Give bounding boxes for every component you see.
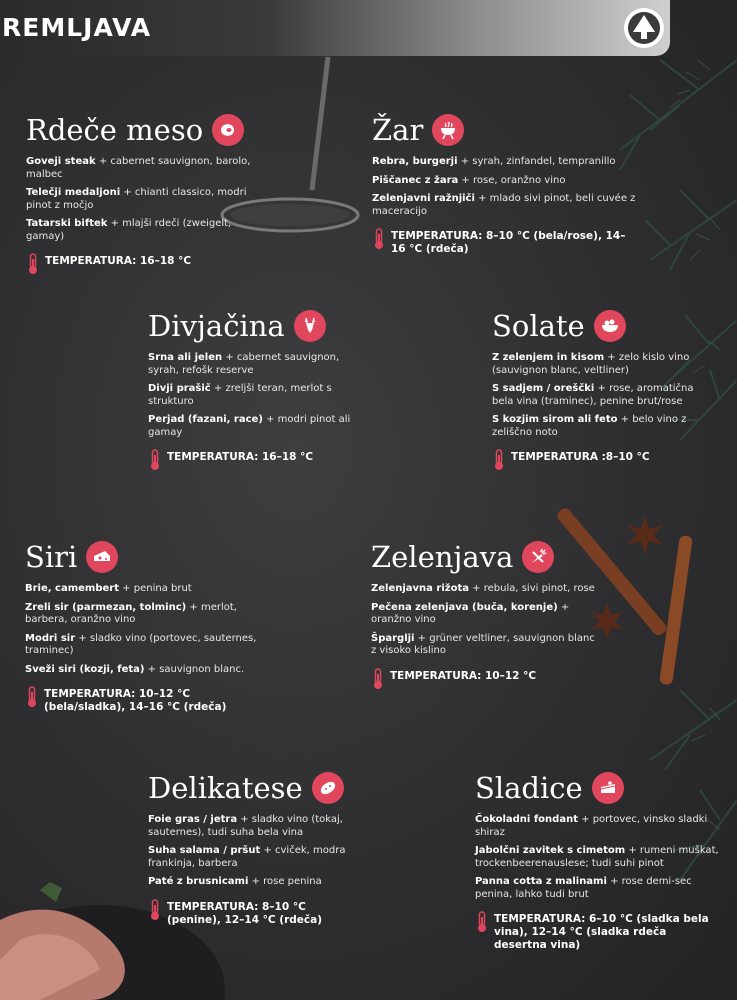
list-item: Suha salama / pršut + cviček, modra frankinja, barbera xyxy=(148,845,346,869)
list-item: Z zelenjem in kisom + zelo kislo vino (sauvignon blanc, veltliner) xyxy=(492,352,690,376)
section-title: Solate xyxy=(492,309,585,343)
salad-bowl-icon xyxy=(594,310,626,342)
temperature-row xyxy=(492,449,717,471)
section-title: Sladice xyxy=(475,771,583,805)
list-item: Jabolčni zavitek s cimetom + rumeni muškat, trockenbeerenauslese; tudi suhi pinot xyxy=(475,845,719,869)
temperature-row xyxy=(25,686,260,714)
list-item: Divji prašič + zreljši teran, merlot s strukturo xyxy=(148,383,332,407)
deer-icon xyxy=(294,310,326,342)
section-siri xyxy=(25,537,260,714)
list-item: Goveji steak + cabernet sauvignon, barolo, malbec xyxy=(26,156,251,180)
list-item: S kozjim sirom ali feto + belo vino z zeliščno noto xyxy=(492,414,687,438)
page-title: REMLJAVA xyxy=(2,13,152,42)
cake-icon xyxy=(592,772,624,804)
temperature-text: TEMPERATURA: 6–10 °C (sladka bela vina), 12–14 °C (sladka rdeča desertna vina) xyxy=(494,913,709,951)
temperature-text: TEMPERATURA: 10–12 °C xyxy=(390,669,537,682)
list-item: Sveži siri (kozji, feta) + sauvignon blanc. xyxy=(25,663,245,675)
list-item: Panna cotta z malinami + rose demi-sec penina, lahko tudi brut xyxy=(475,876,692,900)
section-title: Siri xyxy=(25,540,78,574)
cheese-icon xyxy=(86,541,118,573)
list-item: Perjad (fazani, race) + modri pinot ali gamay xyxy=(148,414,351,438)
temperature-row xyxy=(148,449,368,471)
list-item: Zelenjavni ražnjiči + mlado sivi pinot, beli cuvée z maceracijo xyxy=(372,193,636,217)
temperature-row xyxy=(475,911,720,952)
section-title: Žar xyxy=(372,113,424,147)
temperature-text: TEMPERATURA :8–10 °C xyxy=(511,451,650,463)
temperature-text: TEMPERATURA: 8–10 °C (bela/rose), 14–16 °C (rdeča) xyxy=(391,230,626,255)
thermometer-icon xyxy=(26,253,40,275)
temperature-row xyxy=(148,899,363,927)
section-sladice xyxy=(475,768,720,952)
section-rdece-meso xyxy=(26,110,256,275)
temperature-row xyxy=(26,253,256,275)
list-item: Rebra, burgerji + syrah, zinfandel, tempranillo xyxy=(372,156,616,167)
carrot-icon xyxy=(522,541,554,573)
thermometer-icon xyxy=(371,668,385,690)
thermometer-icon xyxy=(475,911,489,933)
temperature-row xyxy=(372,228,637,256)
section-divjacina xyxy=(148,306,368,471)
list-item: Modri sir + sladko vino (portovec, sauternes, traminec) xyxy=(25,632,257,656)
thermometer-icon xyxy=(25,686,39,708)
list-item: Telečji medaljoni + chianti classico, modri pinot z močjo xyxy=(26,187,247,211)
section-zar xyxy=(372,110,637,256)
section-solate xyxy=(492,306,717,471)
section-title: Zelenjava xyxy=(371,540,514,574)
list-item: Šparglji + grüner veltliner, sauvignon blanc z visoko kislino xyxy=(371,632,595,656)
section-delikatese xyxy=(148,768,363,927)
list-item: Zreli sir (parmezan, tolminc) + merlot, barbera, oranžno vino xyxy=(25,601,237,625)
list-item: Piščanec z žara + rose, oranžno vino xyxy=(372,174,566,186)
steak-icon xyxy=(212,114,244,146)
list-item: Foie gras / jetra + sladko vino (tokaj, sauternes), tudi suha bela vina xyxy=(148,814,343,838)
thermometer-icon xyxy=(372,228,386,250)
temperature-text: TEMPERATURA: 10–12 °C (bela/sladka), 14–16 °C (rdeča) xyxy=(44,688,227,713)
list-item: Brie, camembert + penina brut xyxy=(25,583,192,594)
temperature-text: TEMPERATURA: 16–18 °C xyxy=(167,451,314,463)
temperature-row xyxy=(371,668,596,690)
temperature-text: TEMPERATURA: 8–10 °C (penine), 12–14 °C (rdeča) xyxy=(167,900,323,926)
list-item: Pečena zelenjava (buča, korenje) + oranžno vino xyxy=(371,601,570,625)
spar-tree-icon xyxy=(622,6,666,50)
list-item: S sadjem / oreščki + rose, aromatična bela vina (traminec), penine brut/rose xyxy=(492,383,694,407)
thermometer-icon xyxy=(148,449,162,471)
temperature-text: TEMPERATURA: 16–18 °C xyxy=(45,255,192,267)
section-zelenjava xyxy=(371,537,596,690)
grill-icon xyxy=(432,114,464,146)
section-title: Rdeče meso xyxy=(26,113,204,147)
section-title: Delikatese xyxy=(148,771,303,805)
thermometer-icon xyxy=(492,449,506,471)
section-title: Divjačina xyxy=(148,309,285,343)
list-item: Čokoladni fondant + portovec, vinsko sladki shiraz xyxy=(475,814,708,838)
thermometer-icon xyxy=(148,899,162,921)
page-header xyxy=(0,0,670,56)
sausage-icon xyxy=(312,772,344,804)
list-item: Srna ali jelen + cabernet sauvignon, syrah, refošk reserve xyxy=(148,352,340,376)
list-item: Zelenjavna rižota + rebula, sivi pinot, rose xyxy=(371,583,595,594)
list-item: Tatarski biftek + mlajši rdeči (zweigelt, gamay) xyxy=(26,218,232,242)
list-item: Paté z brusnicami + rose penina xyxy=(148,876,322,887)
